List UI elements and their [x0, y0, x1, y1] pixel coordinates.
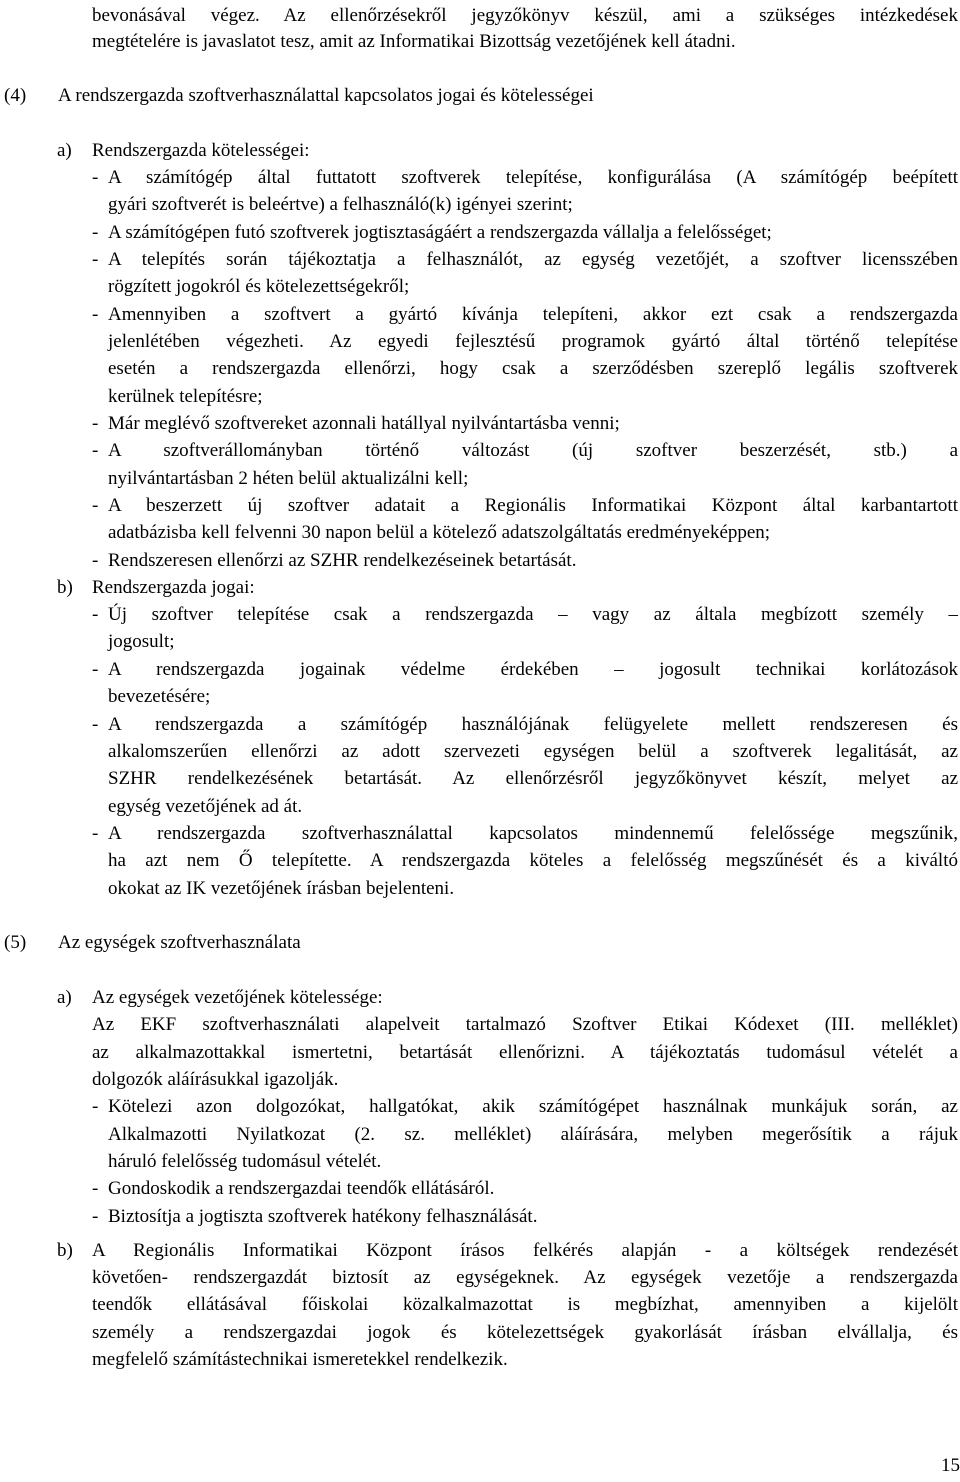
- paragraph-line: A Regionális Informatikai Központ írásos felkérés alapján - a költségek rendezését: [92, 1240, 958, 1261]
- intro-line: bevonásával végez. Az ellenőrzésekről jegyzőkönyv készül, ami a szükséges intézkedések: [92, 5, 958, 26]
- list-dash: -: [92, 1178, 99, 1199]
- intro-line: megtételére is javaslatot tesz, amit az Informatikai Bizottság vezetőjének kell átadni.: [92, 31, 736, 52]
- list-dash: -: [92, 1206, 99, 1227]
- list-item-line: alkalomszerűen ellenőrzi az adott szervezeti egységen belül a szoftverek legalitását, az: [108, 741, 958, 762]
- section-number: (5): [4, 932, 27, 953]
- list-dash: -: [92, 222, 99, 243]
- list-item-line: Már meglévő szoftvereket azonnali hatállyal nyilvántartásba venni;: [108, 413, 620, 434]
- list-dash: -: [92, 167, 99, 188]
- list-item-line: kerülnek telepítésre;: [108, 386, 263, 407]
- list-item-line: háruló felelősség tudomásul vételét.: [108, 1151, 382, 1172]
- list-item-line: Amennyiben a szoftvert a gyártó kívánja telepíteni, akkor ezt csak a rendszergazda: [108, 304, 958, 325]
- paragraph-line: Az EKF szoftverhasználati alapelveit tartalmazó Szoftver Etikai Kódexet (III. melléklet): [92, 1014, 958, 1035]
- list-dash: -: [92, 659, 99, 680]
- list-item-line: A számítógép által futtatott szoftverek telepítése, konfigurálása (A számítógép beépített: [108, 167, 958, 188]
- subsection-label: b): [57, 577, 73, 598]
- subsection-label: a): [57, 987, 72, 1008]
- list-dash: -: [92, 604, 99, 625]
- list-item-line: Gondoskodik a rendszergazdai teendők ellátásáról.: [108, 1178, 495, 1199]
- paragraph-line: teendők ellátásával főiskolai közalkalmazottat is megbízhat, amennyiben a kijelölt: [92, 1294, 958, 1315]
- list-item-line: A rendszergazda a számítógép használójának felügyelete mellett rendszeresen és: [108, 714, 958, 735]
- subsection-title: Az egységek vezetőjének kötelessége:: [92, 987, 383, 1008]
- list-item-line: A rendszergazda szoftverhasználattal kapcsolatos mindennemű felelőssége megszűnik,: [108, 823, 958, 844]
- paragraph-line: dolgozók aláírásukkal igazolják.: [92, 1069, 339, 1090]
- list-item-line: gyári szoftverét is beleértve) a felhasználó(k) igényei szerint;: [108, 194, 573, 215]
- subsection-label: a): [57, 140, 72, 161]
- paragraph-line: követően- rendszergazdát biztosít az egységeknek. Az egységek vezetője a rendszergazda: [92, 1267, 958, 1288]
- list-dash: -: [92, 440, 99, 461]
- list-dash: -: [92, 495, 99, 516]
- subsection-label: b): [57, 1240, 73, 1261]
- list-dash: -: [92, 413, 99, 434]
- list-item-line: Kötelezi azon dolgozókat, hallgatókat, akik számítógépet használnak munkájuk során, az: [108, 1096, 958, 1117]
- list-item-line: A szoftverállományban történő változást (új szoftver beszerzését, stb.) a: [108, 440, 958, 461]
- paragraph-line: az alkalmazottakkal ismertetni, betartását ellenőrizni. A tájékoztatás tudomásul vételét a: [92, 1042, 958, 1063]
- list-item-line: esetén a rendszergazda ellenőrzi, hogy csak a szerződésben szereplő legális szoftverek: [108, 358, 958, 379]
- list-item-line: Alkalmazotti Nyilatkozat (2. sz. melléklet) aláírására, melyben megerősítik a rájuk: [108, 1124, 958, 1145]
- page-number: 15: [941, 1455, 960, 1476]
- section-number: (4): [4, 85, 27, 106]
- list-item-line: A telepítés során tájékoztatja a felhasználót, az egység vezetőjét, a szoftver licensszében: [108, 249, 958, 270]
- section-title: A rendszergazda szoftverhasználattal kapcsolatos jogai és kötelességei: [58, 85, 594, 106]
- list-item-line: nyilvántartásban 2 héten belül aktualizálni kell;: [108, 468, 469, 489]
- paragraph-line: személy a rendszergazdai jogok és kötelezettségek gyakorlását írásban elvállalja, és: [92, 1322, 958, 1343]
- list-item-line: A számítógépen futó szoftverek jogtisztaságáért a rendszergazda vállalja a felelősséget;: [108, 222, 772, 243]
- list-item-line: egység vezetőjének ad át.: [108, 796, 303, 817]
- list-dash: -: [92, 550, 99, 571]
- list-item-line: Új szoftver telepítése csak a rendszergazda – vagy az általa megbízott személy –: [108, 604, 958, 625]
- list-item-line: rögzített jogokról és kötelezettségekről;: [108, 276, 410, 297]
- list-item-line: adatbázisba kell felvenni 30 napon belül a kötelező adatszolgáltatás eredményeképpen;: [108, 522, 771, 543]
- list-item-line: A rendszergazda jogainak védelme érdekében – jogosult technikai korlátozások: [108, 659, 958, 680]
- list-item-line: okokat az IK vezetőjének írásban bejelenteni.: [108, 878, 455, 899]
- subsection-title: Rendszergazda kötelességei:: [92, 140, 310, 161]
- list-dash: -: [92, 304, 99, 325]
- list-dash: -: [92, 714, 99, 735]
- subsection-title: Rendszergazda jogai:: [92, 577, 255, 598]
- list-item-line: jelenlétében végezheti. Az egyedi fejlesztésű programok gyártó által történő telepítése: [108, 331, 958, 352]
- list-item-line: Rendszeresen ellenőrzi az SZHR rendelkezéseinek betartását.: [108, 550, 577, 571]
- paragraph-line: megfelelő számítástechnikai ismeretekkel rendelkezik.: [92, 1349, 508, 1370]
- list-item-line: Biztosítja a jogtiszta szoftverek hatékony felhasználását.: [108, 1206, 538, 1227]
- list-dash: -: [92, 823, 99, 844]
- list-item-line: SZHR rendelkezésének betartását. Az ellenőrzésről jegyzőkönyvet készít, melyet az: [108, 768, 958, 789]
- section-title: Az egységek szoftverhasználata: [58, 932, 301, 953]
- list-item-line: bevezetésére;: [108, 686, 211, 707]
- list-dash: -: [92, 249, 99, 270]
- list-dash: -: [92, 1096, 99, 1117]
- list-item-line: jogosult;: [108, 631, 175, 652]
- list-item-line: A beszerzett új szoftver adatait a Regionális Informatikai Központ által karbantartott: [108, 495, 958, 516]
- list-item-line: ha azt nem Ő telepítette. A rendszergazda köteles a felelősség megszűnését és a kiváltó: [108, 850, 958, 871]
